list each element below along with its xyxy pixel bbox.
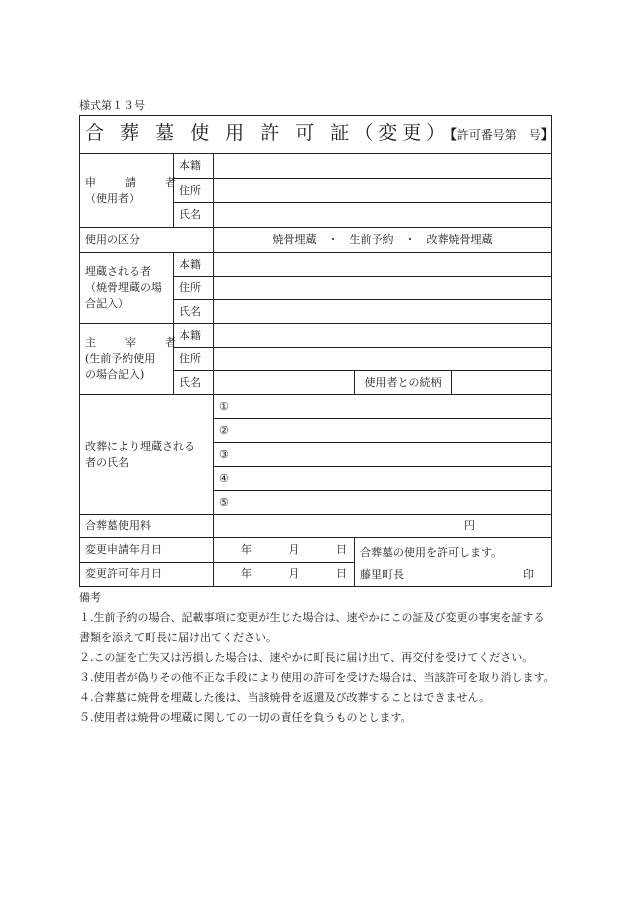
reburial-name-4[interactable]: ④ [214,467,552,491]
permit-number-label: 許可番号第 号 [456,128,541,142]
reburial-name-3[interactable]: ③ [214,443,552,467]
change-permit-date-field[interactable]: 年 月 日 [214,562,355,587]
buried-address-field[interactable] [214,277,552,300]
applicant-domicile-label: 本籍 [174,154,214,179]
usage-category-label: 使用の区分 [80,228,214,253]
remarks-heading: 備考 [79,591,101,604]
title-bracket-close: 】 [540,128,554,143]
applicant-address-label: 住所 [174,179,214,203]
applicant-name-field[interactable] [214,203,552,228]
fee-unit: 円 [464,519,476,532]
applicant-domicile-field[interactable] [214,154,552,179]
applicant-name-label: 氏名 [174,203,214,228]
buried-name-field[interactable] [214,300,552,324]
reburial-label: 改葬により埋蔵される 者の氏名 [80,395,214,515]
remark-item-5: ５.使用者は焼骨の埋蔵に関しての一切の責任を負うものとします。 [79,711,412,724]
buried-name-label: 氏名 [174,300,214,324]
applicant-address-field[interactable] [214,179,552,203]
buried-domicile-field[interactable] [214,253,552,277]
chief-domicile-field[interactable] [214,324,552,348]
reburial-name-2[interactable]: ② [214,419,552,443]
relation-label: 使用者との続柄 [355,371,452,395]
buried-person-label: 埋蔵される者 （焼骨埋蔵の場 合記入） [80,253,174,324]
chief-address-label: 住所 [174,348,214,371]
reburial-name-1[interactable]: ① [214,395,552,419]
change-permit-date-label: 変更許可年月日 [80,562,214,587]
relation-field[interactable] [452,371,552,395]
chief-name-label: 氏名 [174,371,214,395]
remark-item-1: １.生前予約の場合、記載事項に変更が生じた場合は、速やかにこの証及び変更の事実を証する書類を添えて町長に届け出てください。 [79,611,545,644]
change-application-date-label: 変更申請年月日 [80,538,214,563]
permission-cell [355,538,552,587]
usage-category-options[interactable]: 焼骨埋蔵 ・ 生前予約 ・ 改葬焼骨埋蔵 [214,228,552,253]
chief-domicile-label: 本籍 [174,324,214,348]
issuer-name: 藤里町長 [360,568,404,581]
remark-item-2: ２.この証を亡失又は汚損した場合は、速やかに町長に届け出て、再交付を受けてください。 [79,651,534,664]
fee-label: 合葬墓使用料 [80,515,214,538]
buried-address-label: 住所 [174,277,214,300]
chief-address-field[interactable] [214,348,552,371]
title-bracket-open: 【 [450,128,457,143]
form-title [80,116,552,154]
remark-item-3: ３.使用者が偽りその他不正な手段により使用の許可を受けた場合は、当該許可を取り消します。 [79,671,555,684]
reburial-name-5[interactable]: ⑤ [214,491,552,515]
buried-domicile-label: 本籍 [174,253,214,277]
remarks-section [79,588,555,728]
change-application-date-field[interactable]: 年 月 日 [214,538,355,563]
applicant-label: 申 請 者 （使用者） [80,154,174,228]
seal-mark: 印 [523,568,535,581]
remark-item-4: ４.合葬墓に焼骨を埋蔵した後は、当該焼骨を返還及び改葬することはできません。 [79,691,491,704]
title-main: 合 葬 墓 使 用 許 可 証（変更） [85,122,451,144]
chief-mourner-label: 主 宰 者 (生前予約使用 の場合記入) [80,324,174,395]
fee-field[interactable] [214,515,552,538]
chief-name-field[interactable] [214,371,355,395]
form-number: 様式第１３号 [79,99,145,112]
permission-text: 合葬墓の使用を許可します。 [360,546,503,559]
permit-form-table [79,115,552,587]
